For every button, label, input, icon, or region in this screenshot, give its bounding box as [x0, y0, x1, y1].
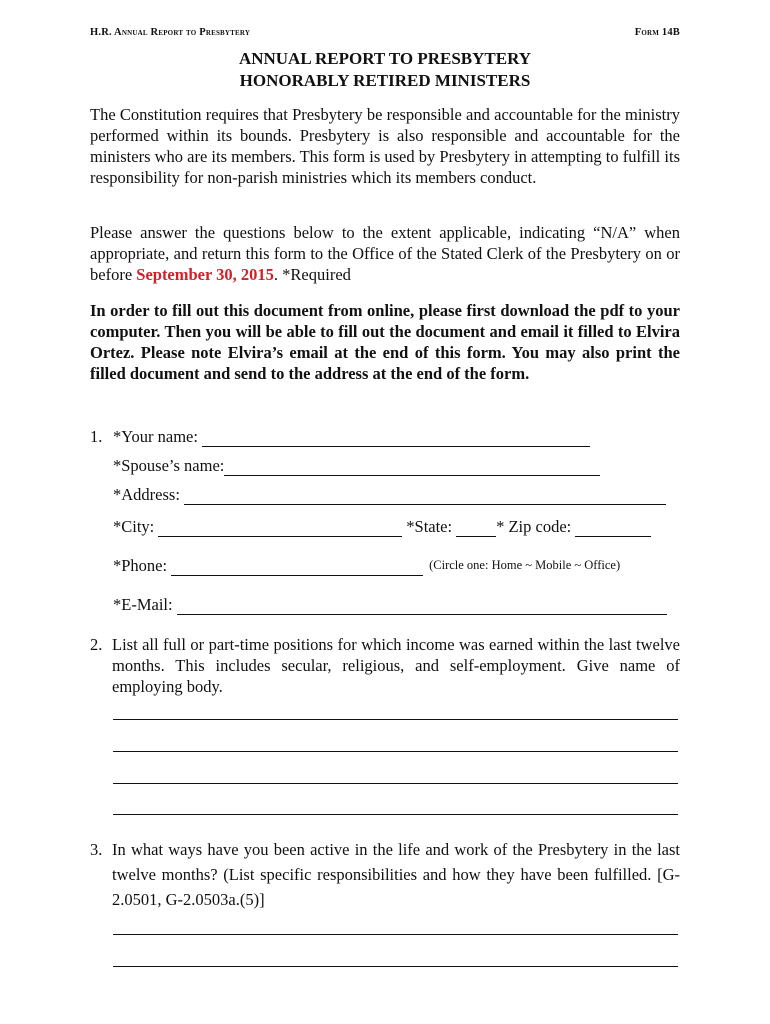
spouse-label: *Spouse’s name: — [113, 456, 225, 475]
phone-row — [113, 555, 620, 576]
address-row — [113, 484, 666, 505]
question-3-text: In what ways have you been active in the life and work of the Presbytery in the last twelve months? (List specific responsibilities and how they have been fulfilled. [G-2.0501, G-2.0503a.(5)] — [112, 840, 680, 909]
spouse-row — [113, 455, 600, 476]
address-label: *Address: — [113, 485, 180, 504]
state-field[interactable] — [456, 520, 496, 537]
phone-field[interactable] — [171, 559, 423, 576]
q3-answer-line-1[interactable] — [113, 934, 678, 935]
title-line-1: ANNUAL REPORT TO PRESBYTERY — [238, 49, 532, 68]
required-note: . *Required — [273, 265, 351, 284]
question-3-number: 3. — [90, 840, 103, 859]
spouse-name-field[interactable] — [224, 459, 600, 476]
header-form-number: Form 14B — [634, 27, 680, 38]
phone-type-note: (Circle one: Home ~ Mobile ~ Office) — [429, 558, 621, 572]
name-field[interactable] — [202, 430, 590, 447]
name-label: *Your name: — [113, 427, 198, 446]
q3-answer-line-2[interactable] — [113, 966, 678, 967]
intro-paragraph-1: The Constitution requires that Presbytery be responsible and accountable for the ministry performed within its bounds. Presbytery is also responsible and accountable for the ministers who are its members. This form is used by Presbytery in attempting to fulfill its responsibility for non-parish ministries which its members conduct. — [90, 105, 680, 187]
online-instructions: In order to fill out this document from online, please first download the pdf to your computer. Then you will be able to fill out the document and email it filled to Elvira Ortez. Please note Elvira’s email at the end of this form. You may also print the filled document and send to the address at the end of the form. — [90, 301, 680, 383]
header-left: H.R. Annual Report to Presbytery — [90, 27, 251, 38]
question-3 — [90, 837, 680, 912]
q2-answer-line-4[interactable] — [113, 814, 678, 815]
title-line-2: HONORABLY RETIRED MINISTERS — [239, 71, 531, 90]
address-field[interactable] — [184, 488, 666, 505]
q2-answer-line-3[interactable] — [113, 783, 678, 784]
q2-answer-line-1[interactable] — [113, 719, 678, 720]
q2-answer-line-2[interactable] — [113, 751, 678, 752]
zip-field[interactable] — [575, 520, 651, 537]
intro-paragraph-2 — [90, 222, 680, 285]
email-label: *E-Mail: — [113, 595, 173, 614]
city-state-zip-row — [113, 516, 651, 537]
email-field[interactable] — [177, 598, 667, 615]
question-2 — [90, 634, 680, 697]
question-2-number: 2. — [90, 635, 103, 654]
state-label: *State: — [406, 517, 453, 536]
question-2-text: List all full or part-time positions for which income was earned within the last twelve months. This includes secular, religious, and self-employment. Give name of employing body. — [112, 635, 680, 696]
email-row — [113, 594, 667, 615]
city-field[interactable] — [158, 520, 402, 537]
deadline-date: September 30, 2015 — [136, 265, 274, 284]
question-1-number: 1. — [90, 427, 103, 446]
phone-label: *Phone: — [113, 556, 168, 575]
instructions-text: Please answer the questions below to the extent applicable, indicating “N/A” when appropriate, and return this form to the Office of the Stated Clerk of the Presbytery on or before — [90, 223, 680, 284]
city-label: *City: — [113, 517, 155, 536]
name-row — [113, 426, 590, 447]
running-header — [90, 27, 680, 38]
document-title — [0, 48, 770, 92]
zip-label: * Zip code: — [496, 517, 572, 536]
